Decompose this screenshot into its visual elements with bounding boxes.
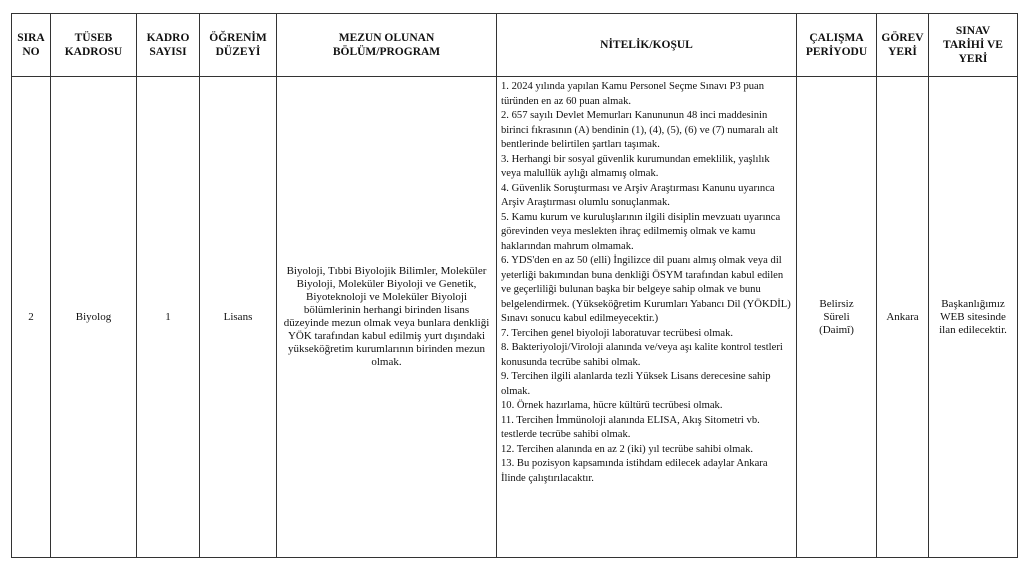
header-nitelik-kosul: NİTELİK/KOŞUL: [497, 14, 797, 77]
cell-sinav-tarihi: Başkanlığımız WEB sitesinde ilan edilecektir.: [929, 77, 1018, 558]
cell-ogrenim-duzeyi: Lisans: [200, 77, 277, 558]
header-ogrenim-duzeyi: ÖĞRENİM DÜZEYİ: [200, 14, 277, 77]
header-sira-no: SIRA NO: [12, 14, 51, 77]
header-kadro-sayisi: KADRO SAYISI: [137, 14, 200, 77]
requirement-item: 12. Tercihen alanında en az 2 (iki) yıl tecrübe sahibi olmak.: [501, 443, 754, 455]
requirement-item: 9. Tercihen ilgili alanlarda tezli Yüksek Lisans derecesine sahip olmak.: [501, 371, 771, 397]
requirement-item: 5. Kamu kurum ve kuruluşlarının ilgili disiplin mevzuatı uyarınca görevinden veya meslekten ihraç edilmemiş olmak ve kamu haklarından mahrum olmamak.: [501, 211, 781, 252]
cell-sira-no: 2: [12, 77, 51, 558]
header-row: [12, 14, 1018, 77]
header-mezun-bolum: MEZUN OLUNAN BÖLÜM/PROGRAM: [277, 14, 497, 77]
job-posting-table: [11, 13, 1018, 558]
table-row: [12, 77, 1018, 558]
cell-calisma-periyodu: Belirsiz Süreli (Daimî): [797, 77, 877, 558]
header-tuseb-kadrosu: TÜSEB KADROSU: [51, 14, 137, 77]
requirement-item: 13. Bu pozisyon kapsamında istihdam edilecek adaylar Ankara İlinde çalıştırılacaktır.: [501, 458, 768, 484]
requirement-item: 10. Örnek hazırlama, hücre kültürü tecrübesi olmak.: [501, 400, 723, 411]
header-calisma-periyodu: ÇALIŞMA PERİYODU: [797, 14, 877, 77]
requirement-item: 4. Güvenlik Soruşturması ve Arşiv Araştırması Kanunu uyarınca Arşiv Araştırması olumlu sonuçlanmak.: [501, 182, 775, 208]
cell-tuseb-kadrosu: Biyolog: [51, 77, 137, 558]
requirement-item: 7. Tercihen genel biyoloji laboratuvar tecrübesi olmak.: [501, 327, 734, 339]
requirement-item: 2. 657 sayılı Devlet Memurları Kanununun 48 inci maddesinin birinci fıkrasının (A) bendinin (1), (4), (5), (6) ve (7) numaralı alt bentlerinde belirtilen şartları taşımak.: [501, 110, 779, 150]
cell-mezun-bolum: Biyoloji, Tıbbi Biyolojik Bilimler, Moleküler Biyoloji, Moleküler Biyoloji ve Genetik, Biyoteknoloji ve Moleküler Biyoloji bölümlerinin herhangi birinden lisans düzeyinde mezun olmak veya bunlara denkliği YÖK tarafından kabul edilmiş yurt dışındaki yükseköğretim kurumlarının birinden mezun olmak.: [277, 77, 497, 558]
header-gorev-yeri: GÖREV YERİ: [877, 14, 929, 77]
requirement-item: 3. Herhangi bir sosyal güvenlik kurumundan emeklilik, yaşlılık veya malullük aylığı almamış olmak.: [501, 153, 770, 179]
requirement-item: 11. Tercihen İmmünoloji alanında ELISA, Akış Sitometri vb. testlerde tecrübe sahibi olmak.: [501, 414, 760, 440]
cell-gorev-yeri: Ankara: [877, 77, 929, 558]
cell-kadro-sayisi: 1: [137, 77, 200, 558]
cell-nitelik-kosul: [497, 77, 797, 558]
requirement-item: 8. Bakteriyoloji/Viroloji alanında ve/veya aşı kalite kontrol testleri konusunda tecrübe sahibi olmak.: [501, 342, 783, 368]
header-sinav-tarihi: SINAV TARİHİ VE YERİ: [929, 14, 1018, 77]
requirement-item: 6. YDS'den en az 50 (elli) İngilizce dil puanı almış olmak veya dil yeterliği bakımından buna denkliği ÖSYM tarafından kabul edilen ve geçerliliği bulunan başka bir belgeye sahip olmak ve bunu belgelendirmek. (Yükseköğretim Kurumları Yabancı Dil (YÖKDİL) Sınavı sonucu kabul edilmeyecektir.): [501, 255, 791, 324]
requirement-item: 1. 2024 yılında yapılan Kamu Personel Seçme Sınavı P3 puan türünden en az 60 puan almak.: [501, 81, 765, 107]
